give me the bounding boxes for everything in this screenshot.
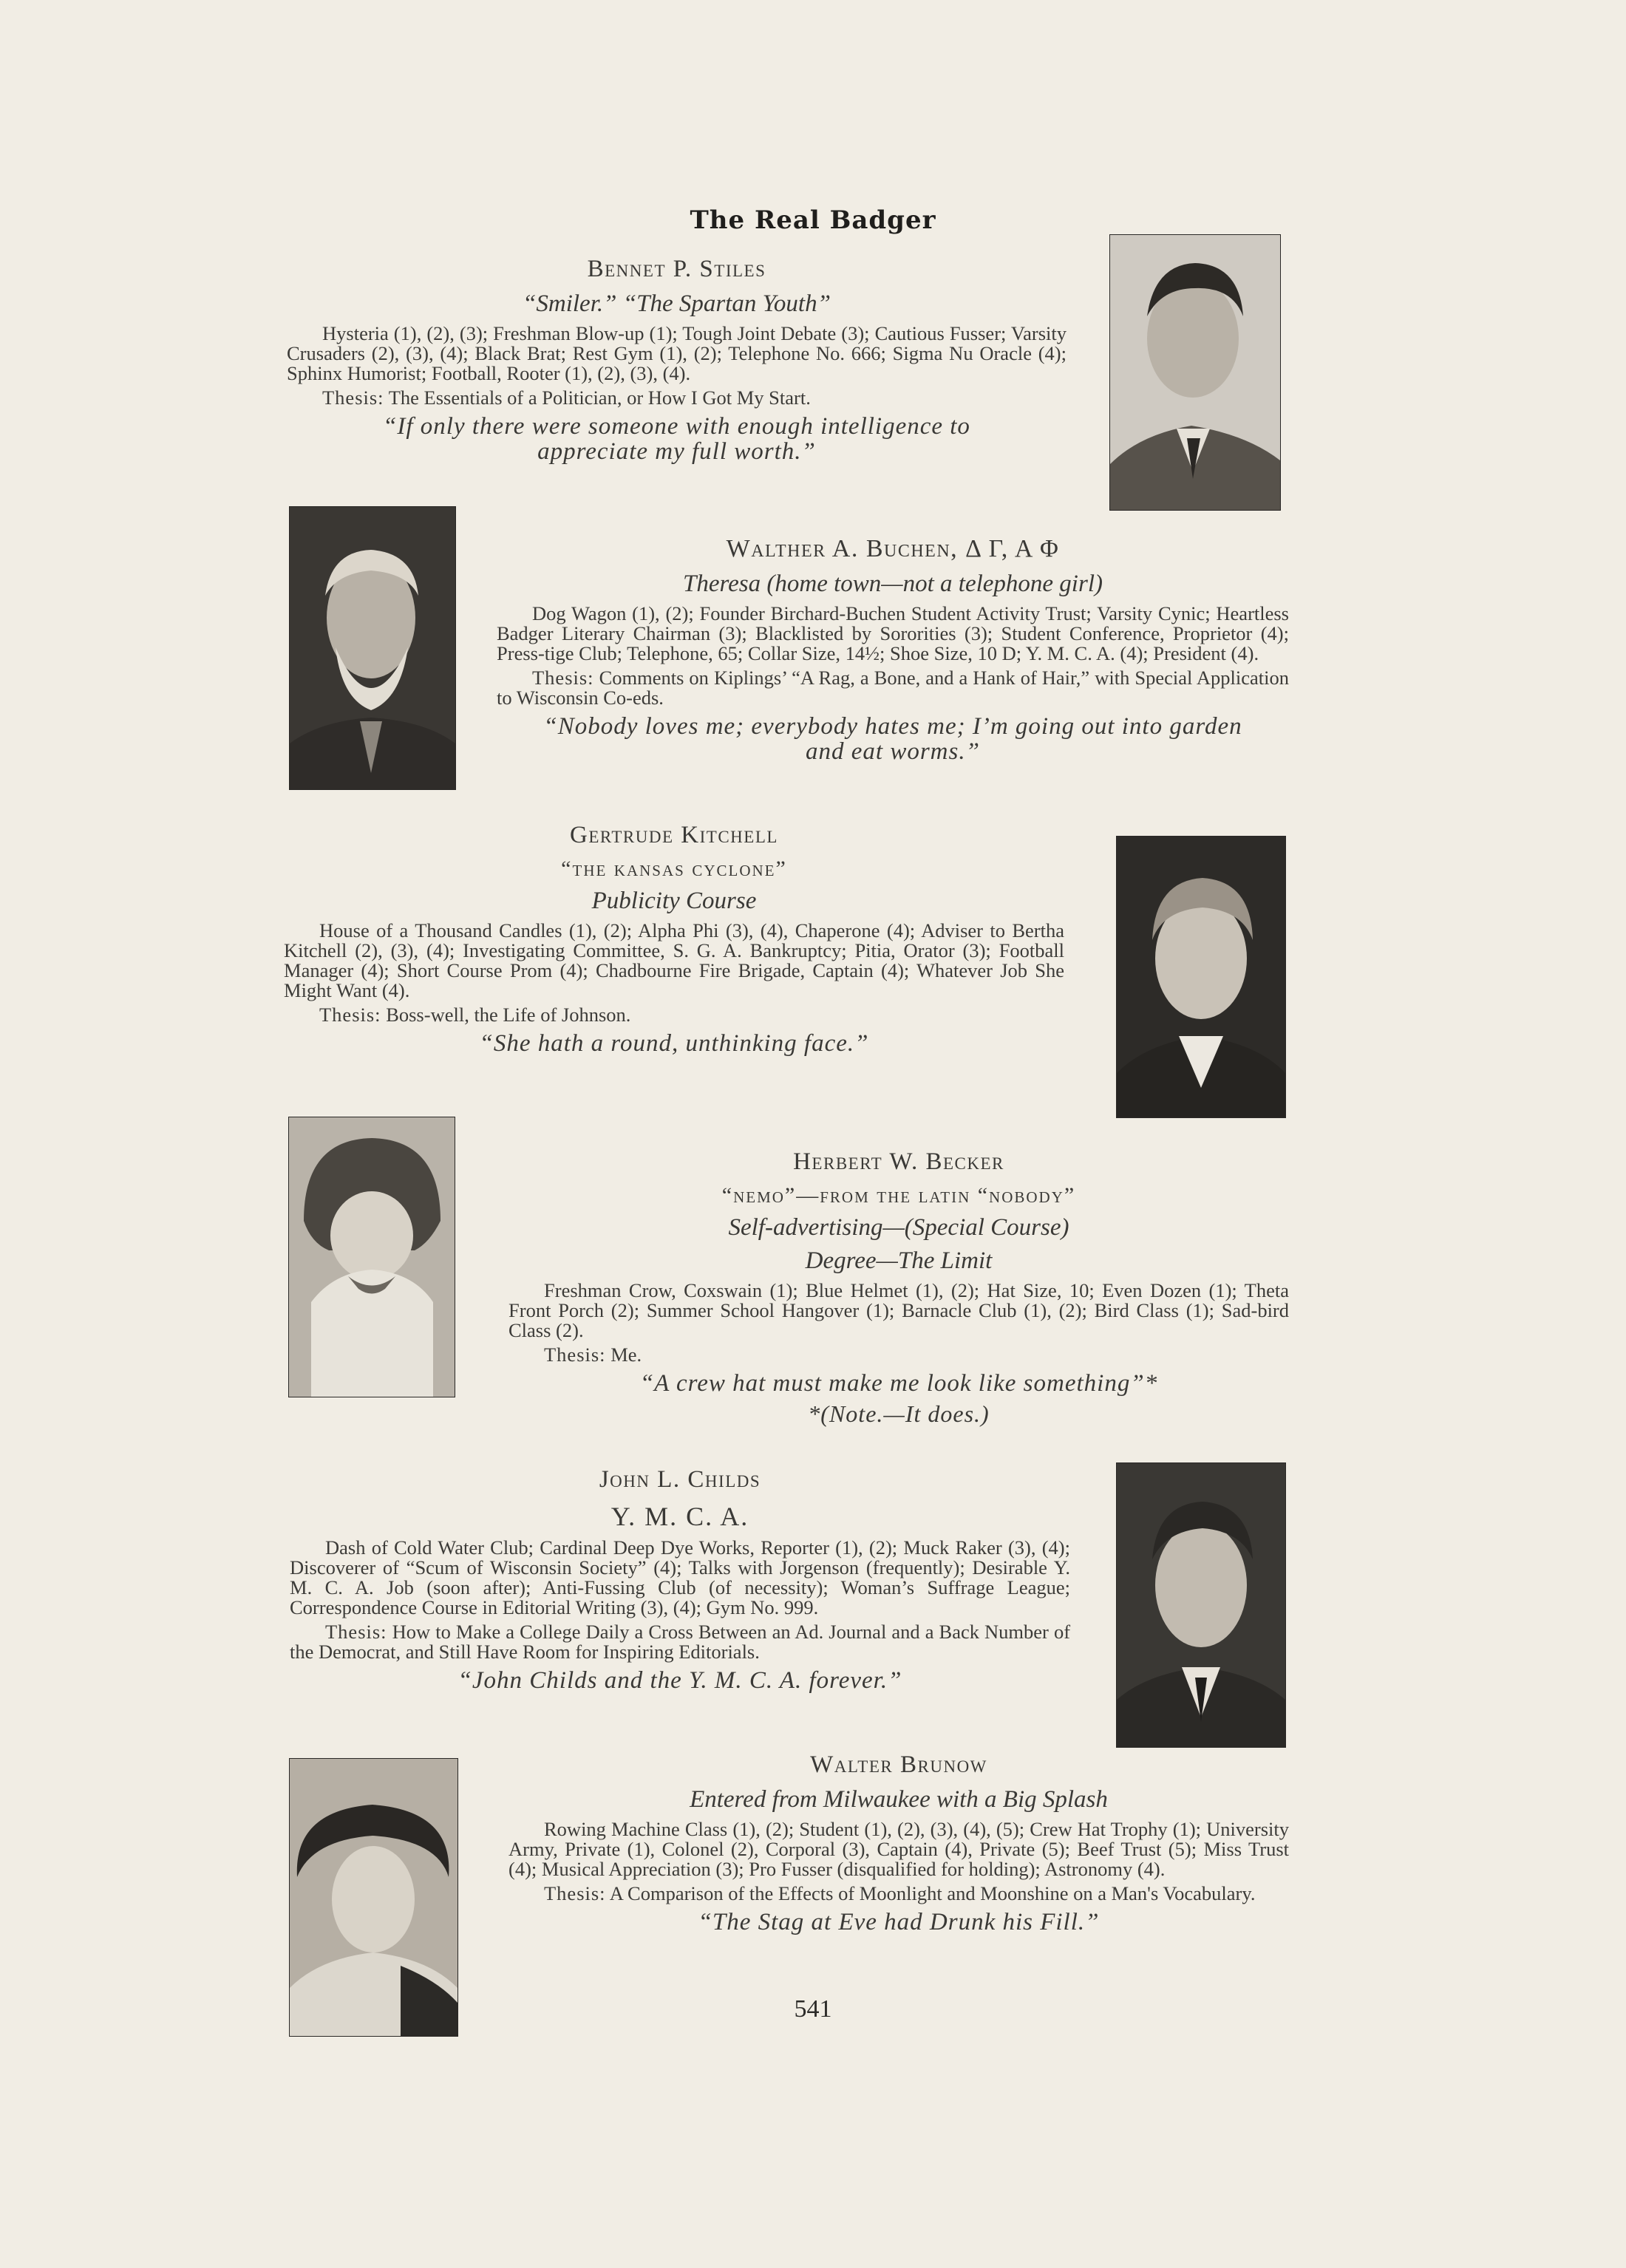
thesis-text: How to Make a College Daily a Cross Between an Ad. Journal and a Back Number of the Democrat, and Still Have Room for Inspiring Editorials. — [290, 1621, 1071, 1663]
thesis-label: Thesis: — [319, 1004, 381, 1026]
entry-quote: “John Childs and the Y. M. C. A. forever.” — [457, 1667, 902, 1694]
entry-buchen — [497, 535, 1289, 764]
entry-thesis — [284, 1005, 1064, 1025]
thesis-text: Boss-well, the Life of Johnson. — [386, 1004, 631, 1026]
thesis-label: Thesis: — [322, 386, 384, 409]
portrait-photo-buchen — [290, 507, 455, 789]
thesis-label: Thesis: — [325, 1621, 387, 1643]
entry-activities: Dash of Cold Water Club; Cardinal Deep Dye Works, Reporter (1), (2); Muck Raker (3), (4); Discoverer of “Scum of Wisconsin Society” (4); Talks with Jorgenson (frequently); Desirable Y. M. C. A. Job (soon after); Anti-Fussing Club (of necessity); Woman’s Suffrage League; Correspondence Course in Editorial Writing (3), (4); Gym No. 999. — [290, 1536, 1070, 1618]
entry-becker — [508, 1148, 1289, 1428]
entry-activities: Rowing Machine Class (1), (2); Student (1), (2), (3), (4), (5); Crew Hat Trophy (1); University Army, Private (1), Colonel (2), Corporal (3), Captain (4), Private (5); Beef Trust (5); Miss Trust (4); Musical Appreciation (3); Pro Fusser (disqualified for holding); Astronomy (4). — [508, 1818, 1289, 1880]
entry-name: Walter Brunow — [810, 1751, 987, 1778]
entry-name: Bennet P. Stiles — [587, 256, 766, 282]
thesis-text: Comments on Kiplings’ “A Rag, a Bone, and a Hank of Hair,” with Special Application to Wisconsin Co-eds. — [497, 667, 1289, 709]
entry-nickname: “Smiler.” “The Spartan Youth” — [523, 290, 831, 317]
entry-thesis — [508, 1884, 1289, 1904]
entry-quote: “A crew hat must make me look like something”* — [639, 1370, 1158, 1397]
entry-name: Walther A. Buchen, Δ Γ, Α Φ — [726, 535, 1060, 562]
entry-nickname: “the kansas cyclone” — [561, 857, 787, 881]
entry-nickname: Y. M. C. A. — [610, 1502, 749, 1531]
portrait-photo-becker — [289, 1117, 455, 1397]
entry-degree: Degree—The Limit — [805, 1247, 993, 1274]
entry-nickname: Theresa (home town—not a telephone girl) — [683, 571, 1103, 597]
entry-quote: “The Stag at Eve had Drunk his Fill.” — [698, 1909, 1100, 1935]
entry-course: Publicity Course — [591, 888, 757, 914]
entry-thesis — [497, 668, 1289, 708]
entry-name: John L. Childs — [599, 1466, 761, 1493]
thesis-label: Thesis: — [544, 1344, 606, 1366]
portrait-photo-brunow — [290, 1759, 457, 2036]
entry-kitchell — [284, 822, 1064, 1056]
portrait-photo-childs — [1117, 1463, 1285, 1747]
entry-nickname: Entered from Milwaukee with a Big Splash — [690, 1786, 1108, 1813]
running-head: The Real Badger — [690, 205, 936, 235]
entry-childs — [290, 1466, 1070, 1693]
thesis-text: Me. — [610, 1344, 642, 1366]
entry-stiles — [287, 256, 1067, 464]
entry-name: Herbert W. Becker — [793, 1148, 1004, 1175]
thesis-label: Thesis: — [532, 667, 594, 689]
entry-nickname: “nemo”—from the latin “nobody” — [721, 1183, 1076, 1208]
thesis-text: A Comparison of the Effects of Moonlight and Moonshine on a Man's Vocabulary. — [609, 1882, 1256, 1904]
entry-thesis — [290, 1622, 1070, 1662]
entry-activities: House of a Thousand Candles (1), (2); Alpha Phi (3), (4), Chaperone (4); Adviser to Bertha Kitchell (2), (3), (4); Investigating Committee, S. G. A. Bankruptcy; Pitia, Orator (3); Football Manager (4); Short Course Prom (4); Chadbourne Fire Brigade, Captain (4); Whatever Job She Might Want (4). — [284, 919, 1064, 1001]
entry-footnote: *(Note.—It does.) — [808, 1400, 990, 1427]
entry-activities: Dog Wagon (1), (2); Founder Birchard-Buchen Student Activity Trust; Varsity Cynic; Heartless Badger Literary Chairman (3); Blacklisted by Sororities (3); Student Conference, Proprietor (4); Press-tige Club; Telephone, 65; Collar Size, 14½; Shoe Size, 10 D; Y. M. C. A. (4); President (4). — [497, 602, 1289, 664]
entry-name: Gertrude Kitchell — [570, 822, 778, 848]
entry-activities: Freshman Crow, Coxswain (1); Blue Helmet (1), (2); Hat Size, 10; Even Dozen (1); Theta Front Porch (2); Summer School Hangover (1); Barnacle Club (1), (2); Bird Class (1); Sad-bird Class (2). — [508, 1279, 1289, 1341]
entry-quote: “If only there were someone with enough intelligence to appreciate my full worth.” — [383, 413, 970, 465]
entry-brunow — [508, 1751, 1289, 1935]
entry-thesis — [287, 388, 1067, 408]
page-number: 541 — [794, 1995, 832, 2023]
entry-quote: “Nobody loves me; everybody hates me; I’m going out into garden and eat worms.” — [543, 713, 1242, 765]
portrait-photo-stiles — [1110, 235, 1280, 510]
entry-activities: Hysteria (1), (2), (3); Freshman Blow-up (1); Tough Joint Debate (3); Cautious Fusser; Varsity Crusaders (2), (3), (4); Black Brat; Rest Gym (1), (2); Telephone No. 666; Sigma Nu Oracle (4); Sphinx Humorist; Football, Rooter (1), (2), (3), (4). — [287, 322, 1067, 384]
entry-course: Self-advertising—(Special Course) — [728, 1214, 1069, 1241]
portrait-photo-kitchell — [1117, 837, 1285, 1117]
entry-thesis — [508, 1345, 1289, 1365]
entry-quote: “She hath a round, unthinking face.” — [479, 1030, 869, 1057]
thesis-text: The Essentials of a Politician, or How I Got My Start. — [388, 386, 811, 409]
thesis-label: Thesis: — [544, 1882, 606, 1904]
